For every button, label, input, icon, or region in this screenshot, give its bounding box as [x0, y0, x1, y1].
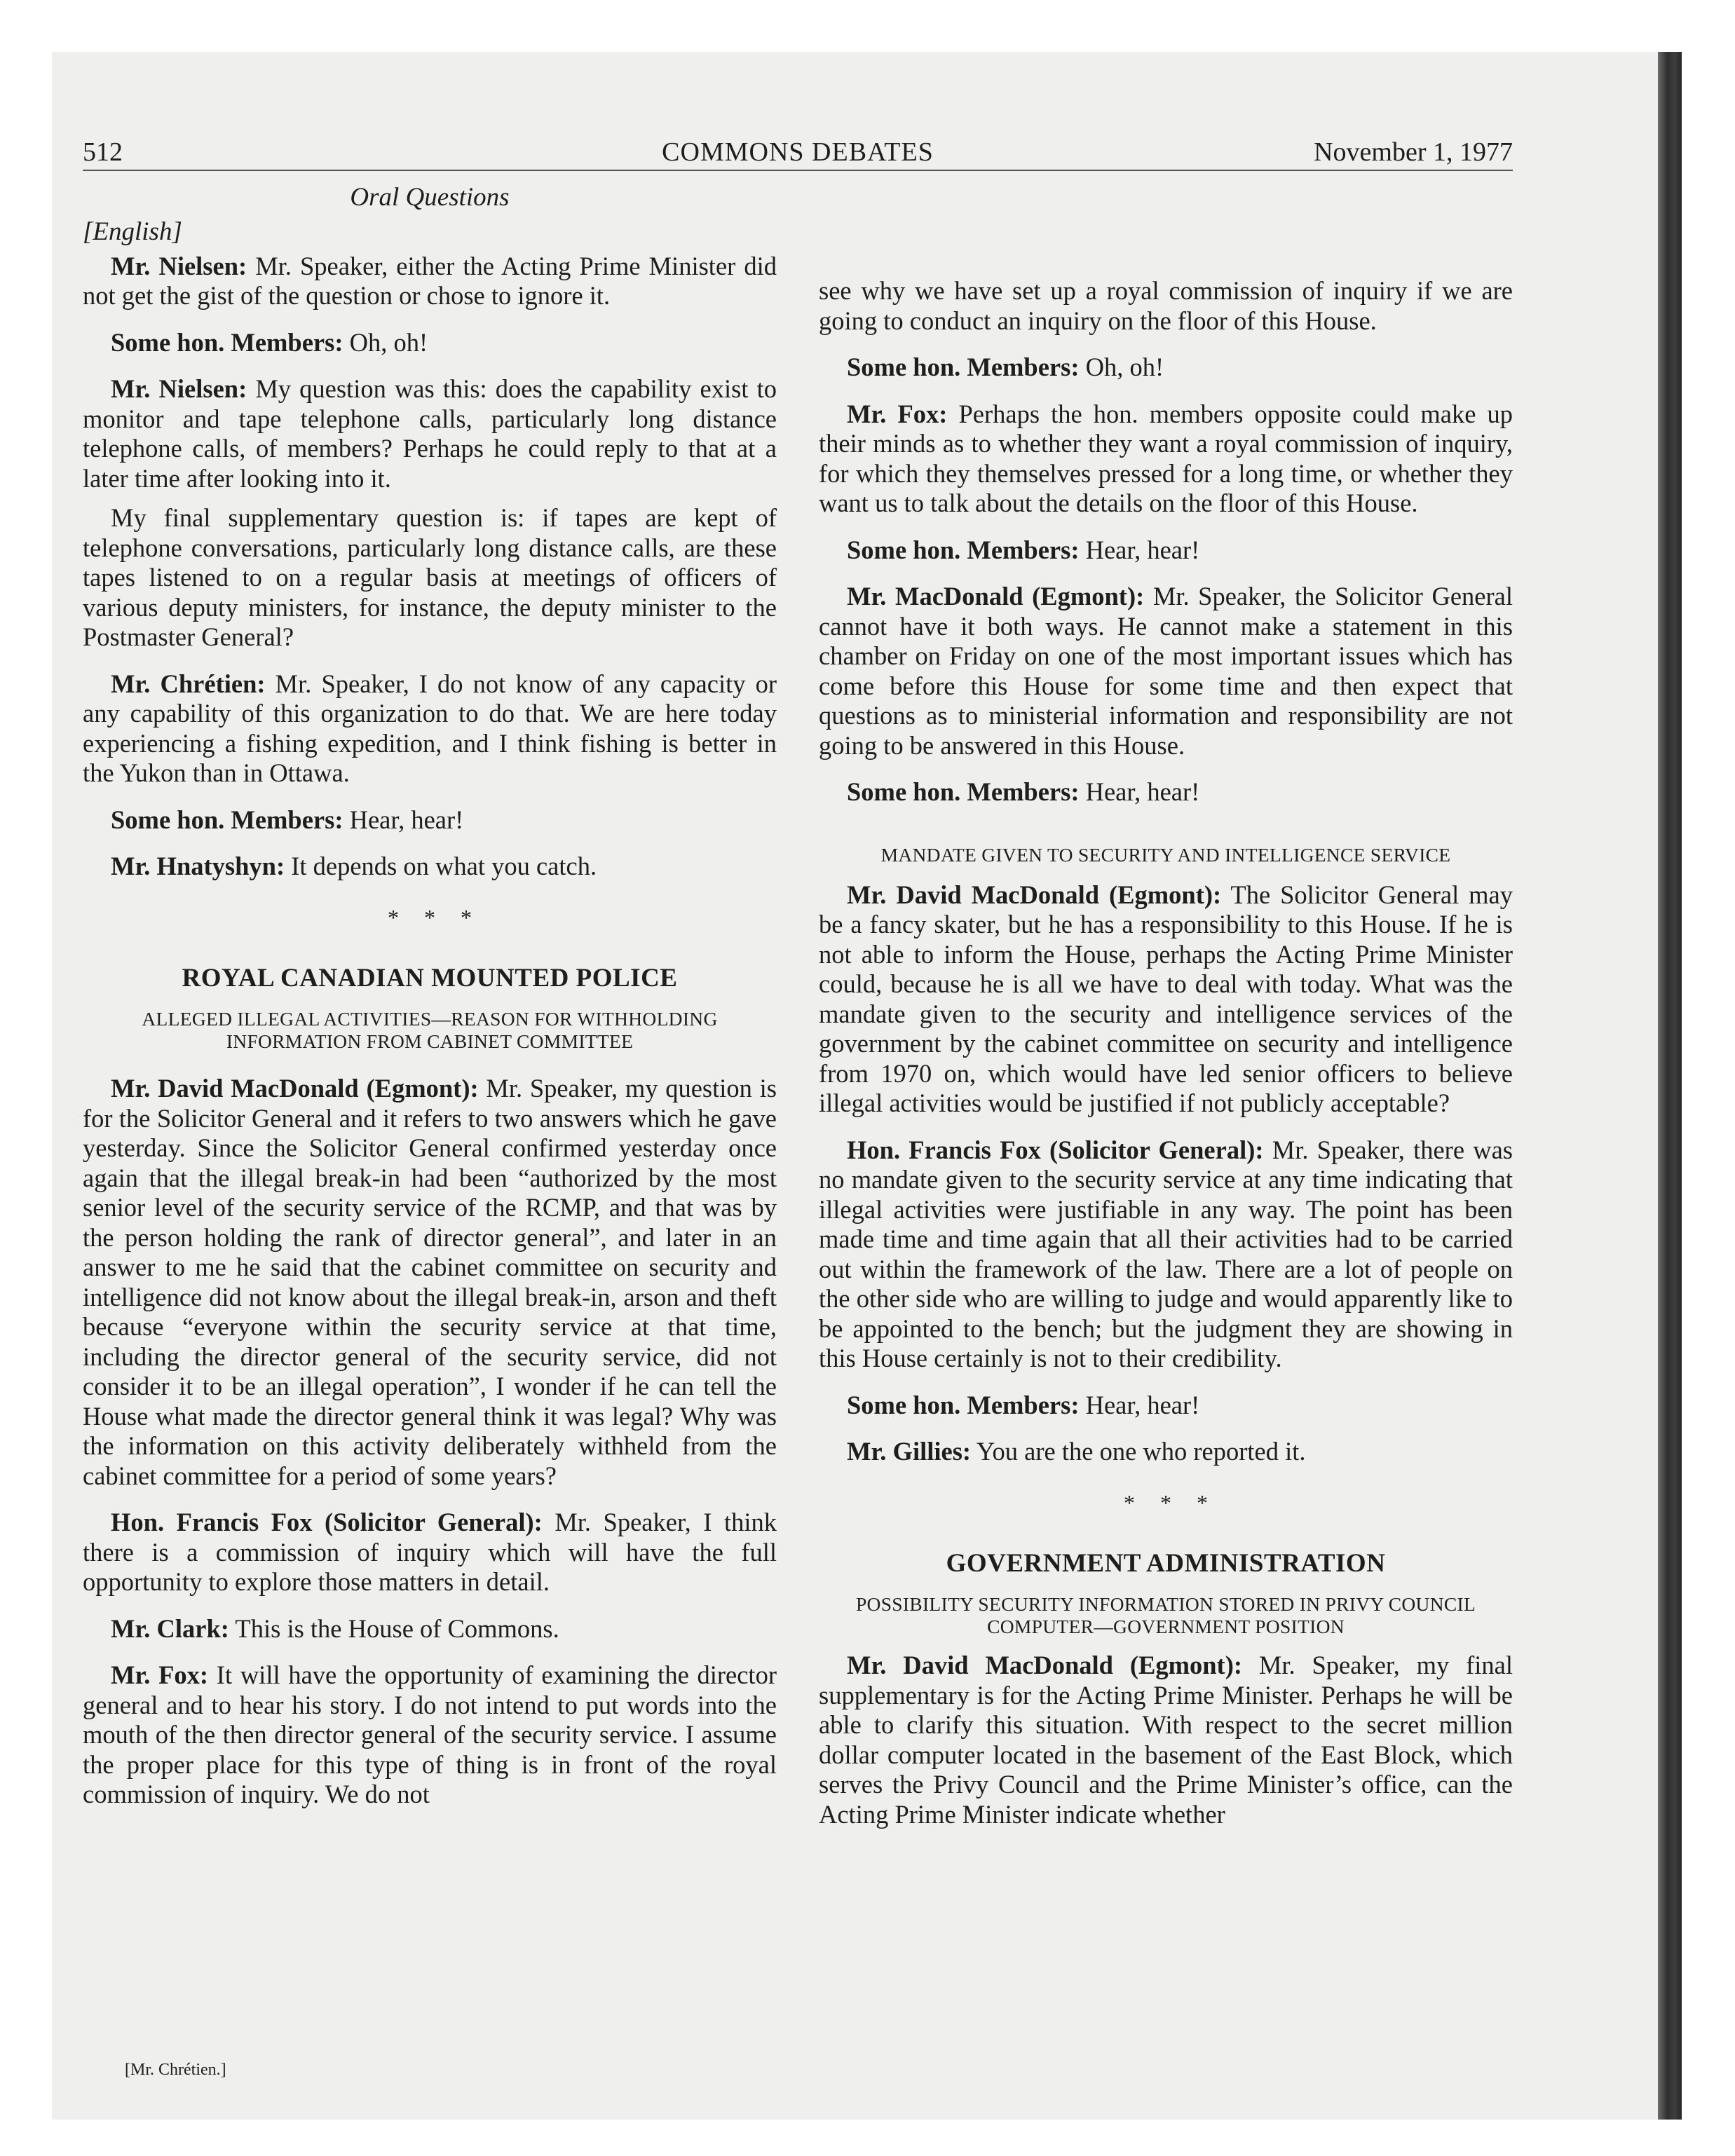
paragraph [83, 805, 777, 835]
speaker: Some hon. Members: [847, 1390, 1080, 1419]
paragraph [83, 1074, 777, 1491]
running-head: Oral Questions [350, 183, 510, 212]
subsection-heading: ALLEGED ILLEGAL ACTIVITIES—REASON FOR WITHHOLDING INFORMATION FROM CABINET COMMITTEE [142, 1008, 718, 1052]
speech: Mr. Speaker, I think there is a commission of inquiry which will have the full opportunity to explore those matters in detail. [83, 1508, 777, 1596]
speaker: Mr. David MacDonald (Egmont): [847, 1651, 1243, 1679]
paragraph [819, 1437, 1513, 1467]
speaker: Hon. Francis Fox (Solicitor General): [111, 1508, 543, 1536]
speech: This is the House of Commons. [229, 1613, 559, 1643]
speech: It will have the opportunity of examining the director general and to hear his story. I do not intend to put words into the mouth of the then director general of the security service. I assume the proper place for this type of thing is in front of the royal commission of inquiry. We do not [83, 1660, 777, 1808]
paragraph [819, 1391, 1513, 1421]
speech: Mr. Speaker, the Solicitor General cannot have it both ways. He cannot make a statement in this chamber on Friday on one of the most important issues which has come before this House for some time and then expect that questions as to ministerial information and responsibility are not going to be answered in this House. [819, 582, 1513, 760]
speech: Mr. Speaker, my question is for the Solicitor General and it refers to two answers which he gave yesterday. Since the Solicitor General confirmed yesterday once again that the illegal break-in had been “authorized by the most senior level of the security service of the RCMP, and that was by the person holding the rank of director general”, and later in an answer to me he said that the cabinet committee on security and intelligence did not know about the illegal break-in, arson and theft because “everyone within the security service at that time, including the director general of the security service, did not consider it to be an illegal operation”, I wonder if he can tell the House what made the director general think it was legal? Why was the information on this activity deliberately withheld from the cabinet committee for a period of some years? [83, 1074, 777, 1490]
paragraph [83, 852, 777, 882]
speech: Hear, hear! [1079, 1390, 1200, 1419]
page-number: 512 [83, 137, 123, 167]
speaker: Some hon. Members: [847, 777, 1080, 806]
section-heading: GOVERNMENT ADMINISTRATION [946, 1549, 1386, 1578]
speaker: Mr. David MacDonald (Egmont): [847, 880, 1222, 909]
speaker: Some hon. Members: [111, 805, 343, 834]
subsection-heading: POSSIBILITY SECURITY INFORMATION STORED IN PRIVY COUNCIL COMPUTER—GOVERNMENT POSITION [855, 1593, 1476, 1637]
speaker: Mr. Hnatyshyn: [111, 852, 285, 880]
speaker: Hon. Francis Fox (Solicitor General): [847, 1135, 1264, 1164]
speech: Hear, hear! [343, 805, 464, 834]
speech: Mr. Speaker, there was no mandate given to the security service at any time indicating that illegal activities were justifiable in any way. The point has been made time and time again that all their activities had to be carried out within the framework of the law. There are a lot of people on the other side who are willing to judge and would apparently like to be appointed to the bench; but the judgment they are showing in this House certainly is not to their credibility. [819, 1135, 1513, 1372]
section-separator: * * * [1124, 1489, 1208, 1515]
speech: You are the one who reported it. [971, 1437, 1306, 1466]
paragraph [819, 582, 1513, 760]
paragraph [819, 1135, 1513, 1374]
speech: Perhaps the hon. members opposite could make up their minds as to whether they want a royal commission of inquiry, for which they themselves pressed for a long time, or whether they want us to talk about the details on the floor of this House. [819, 399, 1513, 517]
speech: My final supplementary question is: if tapes are kept of telephone conversations, particularly long distance calls, are these tapes listened to on a regular basis at meetings of officers of various deputy ministers, for instance, the deputy minister to the Postmaster General? [83, 503, 777, 651]
speech: Mr. Speaker, either the Acting Prime Minister did not get the gist of the question or chose to ignore it. [83, 251, 777, 310]
speech: Hear, hear! [1079, 777, 1200, 806]
paragraph [83, 374, 777, 493]
speaker: Mr. David MacDonald (Egmont): [111, 1074, 479, 1103]
paragraph [819, 1651, 1513, 1829]
speaker: Mr. Fox: [111, 1660, 209, 1689]
paragraph [819, 400, 1513, 519]
speaker: Mr. Clark: [111, 1613, 229, 1643]
speaker: Mr. Chrétien: [111, 669, 266, 698]
paragraph [83, 252, 777, 311]
subsection-heading: MANDATE GIVEN TO SECURITY AND INTELLIGENCE SERVICE [880, 843, 1451, 866]
paragraph [83, 669, 777, 789]
paragraph [83, 503, 777, 653]
language-note: [English] [83, 217, 182, 246]
speaker: Mr. Nielsen: [111, 374, 247, 403]
page-header [83, 136, 1513, 168]
speaker: Some hon. Members: [847, 535, 1080, 564]
paragraph [83, 1508, 777, 1597]
speech: Hear, hear! [1079, 535, 1200, 564]
speech: Oh, oh! [1079, 353, 1164, 381]
section-separator: * * * [388, 904, 472, 930]
paragraph [819, 777, 1513, 807]
footer-note: [Mr. Chrétien.] [125, 2061, 226, 2079]
speech: Mr. Speaker, I do not know of any capacity or any capability of this organization to do that. We are here today experiencing a fishing expedition, and I think fishing is better in the Yukon than in Ottawa. [83, 669, 777, 787]
speaker: Mr. Fox: [847, 399, 948, 428]
header-rule [83, 170, 1513, 171]
speaker: Some hon. Members: [111, 327, 343, 357]
right-column [819, 276, 1513, 1846]
speech: Oh, oh! [343, 327, 428, 357]
paragraph [819, 353, 1513, 383]
paragraph [819, 535, 1513, 566]
speech: The Solicitor General may be a fancy skater, but he has a responsibility to this House. If he is not able to inform the House, perhaps the Acting Prime Minister could, because he is all we have to deal with today. What was the mandate given to the security and intelligence services of the government by the cabinet committee on security and intelligence from 1970 on, which would have led senior officers to believe illegal activities would be justified if not publicly acceptable? [819, 880, 1513, 1117]
speaker: Mr. Nielsen: [111, 251, 247, 280]
speaker: Some hon. Members: [847, 353, 1080, 381]
speech: My question was this: does the capability exist to monitor and tape telephone calls, particularly long distance telephone calls, of members? Perhaps he could reply to that at a later time after looking into it. [83, 374, 777, 493]
speaker: Mr. Gillies: [847, 1437, 972, 1466]
paragraph [83, 1660, 777, 1810]
speech: Mr. Speaker, my final supplementary is for the Acting Prime Minister. Perhaps he will be able to clarify this situation. With respect to the secret million dollar computer located in the basement of the East Block, which serves the Privy Council and the Prime Minister’s office, can the Acting Prime Minister indicate whether [819, 1651, 1513, 1829]
publication-title: COMMONS DEBATES [662, 137, 934, 167]
paragraph [83, 328, 777, 358]
speech: see why we have set up a royal commission of inquiry if we are going to conduct an inquiry on the floor of this House. [819, 276, 1513, 335]
paragraph [819, 880, 1513, 1119]
speech: It depends on what you catch. [285, 852, 597, 880]
section-heading: ROYAL CANADIAN MOUNTED POLICE [182, 964, 678, 992]
header-date: November 1, 1977 [1314, 137, 1513, 167]
left-column [83, 217, 777, 1827]
paragraph [83, 1614, 777, 1644]
speaker: Mr. MacDonald (Egmont): [847, 582, 1145, 610]
paragraph [819, 276, 1513, 336]
scan-edge-shadow [1658, 52, 1682, 2120]
